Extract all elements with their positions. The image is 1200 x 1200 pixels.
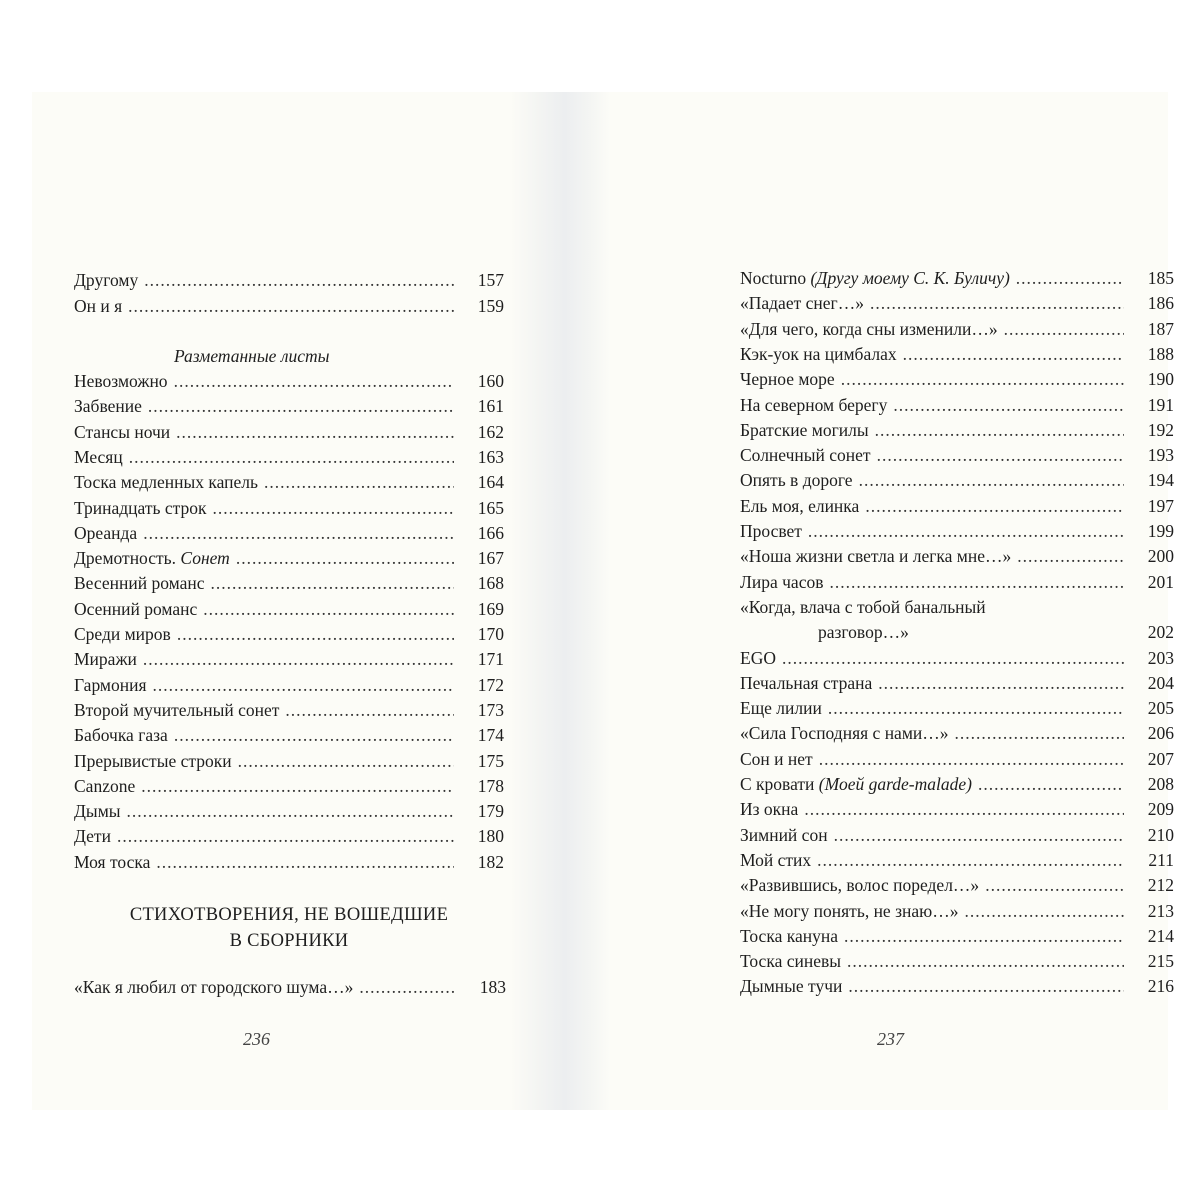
toc-entry-title: Тоска медленных капель [74, 472, 258, 493]
toc-entry-page: 206 [1147, 723, 1174, 744]
toc-leader-dots [1016, 267, 1124, 289]
toc-entry[interactable] [740, 950, 1174, 972]
toc-entry-page: 204 [1147, 672, 1174, 693]
toc-entry-page: 173 [477, 699, 504, 720]
toc-entry-title: Миражи [74, 649, 137, 670]
toc-entry-title: С кровати (Моей garde-malade) [740, 774, 972, 794]
toc-entry-page: 193 [1147, 445, 1174, 466]
toc-entry[interactable] [740, 571, 1174, 593]
toc-leader-dots [238, 750, 454, 772]
toc-entry-page: 160 [477, 371, 504, 391]
toc-leader-dots [782, 647, 1124, 669]
toc-entry-page: 166 [477, 522, 504, 543]
toc-entry-title: Среди миров [74, 624, 171, 644]
toc-entry-title: Моя тоска [74, 851, 151, 872]
toc-entry-title: Тоска синевы [740, 951, 841, 972]
toc-entry-page: 175 [477, 750, 504, 771]
toc-entry[interactable] [740, 672, 1174, 694]
toc-entry-page: 165 [477, 497, 504, 518]
toc-entry-page: 186 [1147, 293, 1174, 314]
toc-entry[interactable] [74, 547, 504, 569]
toc-entry-title: Зимний сон [740, 824, 828, 845]
toc-entry[interactable] [740, 267, 1174, 289]
toc-entry[interactable] [740, 444, 1174, 466]
toc-entry-page: 210 [1147, 824, 1174, 845]
toc-entry[interactable] [74, 851, 504, 873]
toc-entry-page: 162 [477, 421, 504, 442]
toc-entry-page: 164 [477, 472, 504, 493]
toc-entry[interactable] [74, 421, 504, 443]
toc-entry-page: 167 [477, 548, 504, 569]
toc-leader-dots [143, 522, 454, 544]
toc-entry-title: Nocturno (Другу моему С. К. Буличу) [740, 268, 1010, 288]
toc-entry[interactable] [74, 648, 504, 670]
toc-entry[interactable] [740, 368, 1174, 390]
toc-entry-title: EGO [740, 647, 776, 668]
toc-entry-page: 197 [1147, 495, 1174, 516]
toc-leader-dots [143, 648, 454, 670]
toc-entry-title: «Сила Господняя с нами…» [740, 723, 949, 744]
toc-leader-dots [359, 976, 456, 998]
toc-entry[interactable] [740, 469, 1174, 491]
toc-entry-title[interactable]: «Когда, влача с тобой банальный [740, 596, 986, 617]
toc-entry-title: Второй мучительный сонет [74, 699, 280, 720]
toc-leader-dots [141, 775, 454, 797]
toc-entry-page: 171 [477, 649, 504, 670]
toc-entry-page: 169 [477, 598, 504, 619]
right-page [610, 92, 1174, 1110]
toc-leader-dots [129, 446, 454, 468]
toc-entry-page: 211 [1148, 849, 1174, 870]
toc-entry[interactable] [740, 975, 1174, 997]
toc-entry-title-continued: разговор…» [818, 622, 909, 643]
toc-entry[interactable] [740, 722, 1174, 744]
toc-entry-page: 178 [477, 775, 504, 796]
toc-entry[interactable] [740, 394, 1174, 416]
toc-leader-dots [847, 950, 1124, 972]
toc-entry-title: Гармония [74, 674, 147, 695]
toc-leader-dots [829, 571, 1124, 593]
toc-entry-title: «Развившись, волос поредел…» [740, 875, 980, 896]
toc-leader-dots [156, 851, 454, 873]
toc-entry[interactable] [740, 318, 1174, 340]
toc-leader-dots [877, 444, 1124, 466]
toc-entry-title: Другому [74, 270, 139, 290]
toc-entry[interactable] [74, 674, 504, 696]
toc-entry-title: Просвет [740, 521, 802, 541]
toc-entry[interactable] [74, 724, 504, 746]
toc-entry-title: Опять в дороге [740, 470, 853, 491]
toc-leader-dots [978, 773, 1124, 795]
toc-leader-dots [985, 874, 1124, 896]
toc-entry-page: 159 [477, 296, 504, 316]
toc-entry-page: 161 [477, 396, 504, 417]
toc-entry[interactable] [74, 370, 504, 392]
toc-leader-dots [148, 395, 454, 417]
toc-entry-page: 209 [1147, 799, 1174, 820]
toc-leader-dots [834, 824, 1124, 846]
page-number: 236 [243, 1029, 270, 1049]
toc-entry-title: Сон и нет [740, 748, 813, 769]
toc-entry-title: Из окна [740, 799, 799, 820]
toc-leader-dots [844, 925, 1124, 947]
toc-entry-title: Лира часов [740, 571, 824, 592]
toc-entry-page: 212 [1147, 875, 1174, 896]
toc-leader-dots [848, 975, 1124, 997]
toc-entry[interactable] [740, 292, 1174, 314]
toc-leader-dots [203, 598, 454, 620]
toc-entry-title: «Как я любил от городского шума…» [74, 977, 354, 997]
toc-entry-page: 180 [477, 826, 504, 847]
toc-entry[interactable] [74, 497, 504, 519]
toc-leader-dots [213, 497, 455, 519]
toc-entry-page: 170 [477, 624, 504, 644]
toc-leader-dots [841, 368, 1124, 390]
toc-entry-title: Дремотность. Сонет [74, 548, 230, 569]
toc-entry-page: 213 [1147, 900, 1174, 921]
page-number: 237 [877, 1029, 904, 1049]
toc-entry-page: 172 [477, 674, 504, 695]
toc-entry[interactable] [740, 824, 1174, 846]
toc-leader-dots [828, 697, 1124, 719]
toc-entry-page: 163 [477, 446, 504, 467]
toc-leader-dots [153, 674, 454, 696]
toc-entry-title: Он и я [74, 296, 123, 316]
toc-entry-title: Мой стих [740, 849, 812, 870]
toc-leader-dots [285, 699, 454, 721]
toc-leader-dots [903, 343, 1124, 365]
toc-entry-title: Черное море [740, 369, 835, 390]
toc-entry-page: 208 [1147, 774, 1174, 794]
toc-entry-page: 179 [477, 801, 504, 822]
toc-entry-page: 191 [1147, 394, 1174, 415]
toc-leader-dots [859, 469, 1124, 491]
toc-entry[interactable] [74, 395, 504, 417]
toc-entry[interactable] [74, 269, 504, 291]
toc-leader-dots [808, 520, 1124, 542]
toc-entry-page: 187 [1147, 318, 1174, 339]
toc-entry[interactable] [740, 900, 1174, 922]
toc-entry-title: Дымы [74, 801, 121, 822]
toc-entry-page: 157 [477, 270, 504, 290]
toc-entry[interactable] [740, 849, 1174, 871]
toc-entry-page: 199 [1147, 521, 1174, 541]
toc-leader-dots [865, 495, 1124, 517]
toc-entry[interactable] [74, 775, 504, 797]
toc-leader-dots [210, 572, 454, 594]
toc-leader-dots [964, 900, 1124, 922]
toc-entry[interactable] [740, 545, 1174, 567]
book-spread [32, 92, 1174, 1110]
toc-leader-dots [893, 394, 1124, 416]
toc-leader-dots [117, 825, 454, 847]
toc-leader-dots [817, 849, 1124, 871]
toc-entry[interactable] [74, 522, 504, 544]
toc-entry-page: 188 [1147, 343, 1174, 364]
toc-entry[interactable] [74, 623, 504, 645]
toc-entry-title: Осенний романс [74, 598, 198, 619]
toc-entry-title: Братские могилы [740, 419, 869, 440]
toc-entry[interactable] [74, 825, 504, 847]
toc-entry-page: 182 [477, 851, 504, 872]
toc-entry[interactable] [74, 572, 504, 594]
toc-entry[interactable] [818, 621, 1174, 643]
toc-entry[interactable] [740, 925, 1174, 947]
toc-leader-dots [176, 421, 454, 443]
toc-entry[interactable] [74, 750, 504, 772]
toc-leader-dots [875, 419, 1124, 441]
toc-leader-dots [955, 722, 1124, 744]
toc-entry-page: 190 [1147, 369, 1174, 390]
toc-entry-page: 202 [1147, 622, 1174, 643]
toc-entry-page: 200 [1147, 546, 1174, 567]
toc-entry[interactable] [74, 976, 506, 998]
toc-entry[interactable] [74, 446, 504, 468]
toc-entry[interactable] [740, 419, 1174, 441]
toc-entry[interactable] [74, 699, 504, 721]
toc-entry-page: 215 [1147, 951, 1174, 972]
toc-entry-page: 194 [1147, 470, 1174, 491]
toc-entry-title: «Для чего, когда сны изменили…» [740, 318, 998, 339]
toc-entry-title: На северном берегу [740, 394, 888, 415]
part-heading-line: СТИХОТВОРЕНИЯ, НЕ ВОШЕДШИЕ [129, 905, 449, 925]
toc-leader-dots [174, 724, 454, 746]
toc-entry[interactable] [74, 471, 504, 493]
toc-entry-page: 185 [1147, 268, 1174, 288]
toc-entry-title: «Не могу понять, не знаю…» [740, 900, 959, 921]
toc-entry-title: Солнечный сонет [740, 445, 871, 466]
toc-entry-page: 201 [1147, 571, 1174, 592]
toc-entry-title: Бабочка газа [74, 725, 168, 746]
toc-entry[interactable] [740, 798, 1174, 820]
toc-leader-dots [264, 471, 454, 493]
toc-entry[interactable] [740, 697, 1174, 719]
toc-leader-dots [177, 623, 454, 645]
toc-entry-title: Стансы ночи [74, 421, 171, 442]
toc-entry-title: Ель моя, елинка [740, 495, 860, 516]
toc-entry-title: Тринадцать строк [74, 497, 207, 518]
toc-entry-title: Canzone [74, 775, 136, 796]
part-heading [74, 902, 504, 954]
toc-entry[interactable] [740, 520, 1174, 542]
toc-leader-dots [236, 547, 454, 569]
section-heading: Разметанные листы [174, 346, 330, 366]
toc-entry-title: Дети [74, 826, 111, 847]
toc-entry-page: 203 [1147, 647, 1174, 668]
toc-entry-page: 168 [477, 573, 504, 594]
left-page [32, 92, 510, 1110]
toc-entry-title: Забвение [74, 396, 142, 417]
toc-entry[interactable] [74, 800, 504, 822]
toc-entry[interactable] [740, 343, 1174, 365]
toc-entry-title: Невозможно [74, 371, 168, 391]
toc-leader-dots [1017, 545, 1124, 567]
toc-entry[interactable] [74, 598, 504, 620]
toc-entry[interactable] [74, 295, 504, 317]
toc-leader-dots [128, 295, 454, 317]
toc-entry-title: Ореанда [74, 522, 138, 543]
toc-leader-dots [174, 370, 454, 392]
toc-entry-title: Дымные тучи [740, 976, 843, 997]
toc-entry-title: Тоска кануна [740, 925, 838, 946]
toc-entry-page: 205 [1147, 698, 1174, 719]
toc-entry[interactable] [740, 748, 1174, 770]
toc-entry[interactable] [740, 495, 1174, 517]
toc-entry-title: «Ноша жизни светла и легка мне…» [740, 546, 1012, 567]
toc-entry-page: 183 [479, 977, 506, 997]
toc-entry-page: 174 [477, 725, 504, 746]
toc-entry-page: 216 [1147, 976, 1174, 997]
toc-entry-page: 192 [1147, 419, 1174, 440]
toc-entry-title: Прерывистые строки [74, 750, 232, 771]
toc-entry[interactable] [740, 773, 1174, 795]
toc-entry-page: 207 [1147, 748, 1174, 769]
toc-leader-dots [1004, 318, 1124, 340]
toc-leader-dots [127, 800, 454, 822]
toc-entry-title: Кэк-уок на цимбалах [740, 343, 897, 364]
toc-entry-title: «Падает снег…» [740, 293, 864, 314]
toc-entry[interactable] [740, 647, 1174, 669]
toc-entry-title: Печальная страна [740, 672, 873, 693]
toc-leader-dots [878, 672, 1124, 694]
toc-leader-dots [804, 798, 1124, 820]
toc-entry-title: Весенний романс [74, 573, 205, 594]
toc-entry[interactable] [740, 874, 1174, 896]
part-heading-line: В СБОРНИКИ [229, 931, 349, 951]
toc-entry-title: Месяц [74, 446, 123, 467]
toc-entry-page: 214 [1147, 925, 1174, 946]
toc-leader-dots [819, 748, 1124, 770]
toc-leader-dots [870, 292, 1124, 314]
toc-entry-title: Еще лилии [740, 698, 822, 719]
toc-leader-dots [144, 269, 454, 291]
book-gutter [510, 92, 610, 1110]
